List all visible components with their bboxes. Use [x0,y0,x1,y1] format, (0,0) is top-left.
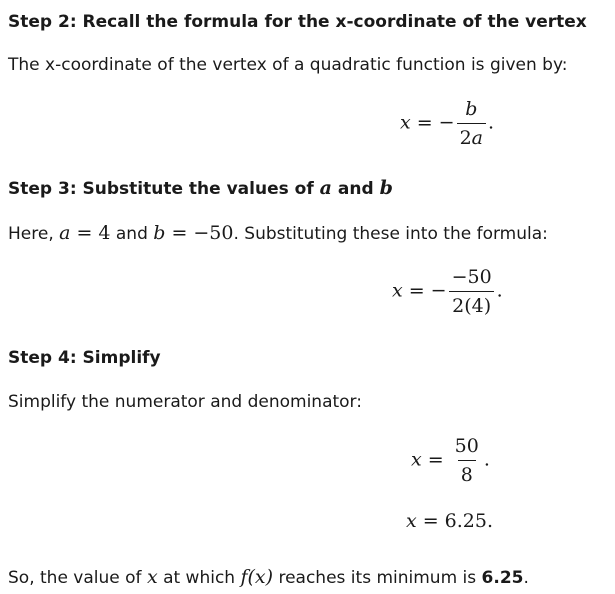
step4-text: Simplify the numerator and denominator: [8,392,362,412]
step3-heading: Step 3: Substitute the values of a and b [8,177,393,199]
result-equation: x = 6.25. [406,510,493,532]
simplified-fraction-equation: x = $\frac{50}{8}$ . [411,435,490,486]
answer-value: 6.25 [481,568,524,588]
step2-heading: Step 2: Recall the formula for the x-coordinate of the vertex [8,12,587,32]
conclusion-text: So, the value of x at which f(x) reaches its minimum is 6.25. [8,566,529,588]
step4-heading: Step 4: Simplify [8,348,161,368]
step2-text: The x-coordinate of the vertex of a quadratic function is given by: [8,55,568,75]
step3-text: Here, a = 4 and b = −50. Substituting these into the formula: [8,222,548,244]
substitution-equation: x = − $\frac{-50}{2(4)}$ . [392,266,503,317]
vertex-formula: x = − $\frac{b}{2a}$ . [400,98,495,149]
